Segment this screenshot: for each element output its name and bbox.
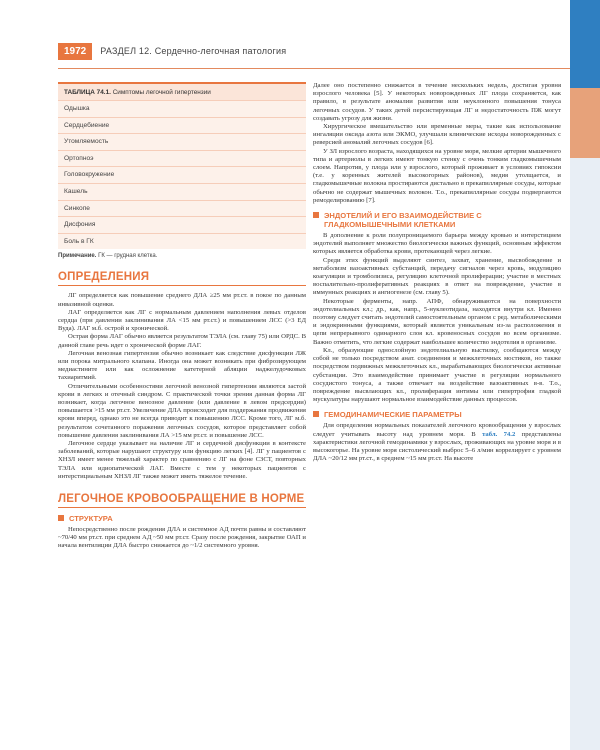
table-reference-link[interactable]: табл. 74.2 — [482, 430, 516, 438]
paragraph: Некоторые ферменты, напр. АПФ, обнаруживаются на поверхности эндотелиальных кл.; др., как, напр., 5-нуклеотидаза, находятся внутри кл. Именно поэтому следует считать эндотелий самостоятельным органом с ред. метаболическими и эндокринными функциями, который является уникальным из-за расположения в цепи непрерывного одинарного слоя кл. кровеносных сосудов во всем организме. Важно отметить, что легкие содержат наибольшее количество эндотелия в организме. — [313, 297, 561, 346]
paragraph: У ЗЛ взрослого возраста, находящихся на уровне моря, мелкие артерии мышечного типа и артериолы в легких имеют тонкую стенку с очень тонким гладкомышечным слоем. Напротив, у плода или у взрослого, который проживает в условиях гипоксии (т.е. у коренных жителей высокогорных районов), медия утолщается, и гладкомышечные волокна простираются дистально в прекапиллярные сосуды, которые обычно не содержат мышечных волокон. Т.о., прекапиллярные сосуды подвергаются ремоделированию [7]. — [313, 147, 561, 204]
left-column — [58, 82, 306, 551]
edge-tab-blue — [570, 0, 600, 88]
paragraph: В дополнение к роли полупроницаемого барьера между кровью и интерстицием эндотелий выполняет множество биологически важных функций, основным эффектом которых является обработка крови, протекающей через легкие. — [313, 232, 561, 256]
paragraph-hemodynamics — [313, 422, 561, 463]
paragraph: Непосредственно после рождения ДЛА и системное АД почти равны и составляют ~70/40 мм рт.ст. при среднем АД ~50 мм рт.ст. Сразу после рождения, закрытие ОАП и начала вентиляции ДЛА быстро снижается до ~1/2 системного уровня. — [58, 526, 306, 550]
table-row: Кашель — [58, 183, 306, 200]
table-row: Сердцебиение — [58, 117, 306, 134]
table-note — [58, 253, 306, 259]
paragraph: Легочная венозная гипертензия обычно возникает как следствие дисфункции ЛЖ или порока митрального клапана. Иногда она может возникать при фиброзирующем медиастините или как осложнение катетерной абляции наджелудочковых тахиаритмий. — [58, 349, 306, 382]
paragraph: Далее оно постепенно снижается в течение нескольких недель, достигая уровня взрослого человека [5]. У некоторых новорожденных ЛГ плода сохраняется, как правило, в результате аномалии развития или неуклонного повышения тонуса легочных сосудов. У таких детей персистирующая ЛГ и недостаточность ПЖ могут создавать угрозу для жизни. — [313, 82, 561, 122]
table-row: Дисфония — [58, 216, 306, 233]
header-rule — [58, 68, 570, 69]
paragraph: Легочное сердце указывает на наличие ЛГ и сердечной дисфункции в контексте заболеваний, которые нарушают структуру или функцию легких [4]. ЛГ у пациентов с ХНЗЛ имеет менее тяжелый характер по сравнению с ЛГ на фоне СЗСТ, повторных ТЭЛА или идиопатической ЛАГ. Вместе с тем у некоторых пациентов с интерстициальным ХНЗЛ ЛГ также может иметь тяжелое течение. — [58, 440, 306, 480]
paragraph: Хирургическое вмешательство или временные меры, такие как использование ингаляции оксида азота или ЭКМО, улучшали клинические исходы новорожденных с реверсией аномалий легочных сосудов [6]. — [313, 123, 561, 147]
subheading-text: ГЕМОДИНАМИЧЕСКИЕ ПАРАМЕТРЫ — [324, 410, 462, 420]
paragraph: Острая форма ЛАГ обычно является результатом ТЭЛА (см. главу 75) или ОРДС. В данной главе речь идет о хронической форме ЛАГ. — [58, 333, 306, 349]
paragraph: Кл., образующие однослойную эндотелиальную выстилку, сообщаются между собой не только посредством анат. соединения и межклеточных мостиков, но также посредством подвижных межклеточных кл., вырабатывающих биологически активные субстанции. Это взаимодействие принимает участие в регуляции нормального сосудистого тонуса, а также отвечает на воздействие вазоактивных в-в. Т.о., повреждение высвлающих кл., пролиферация интимы или гипертрофия гладкой мускулатуры нарушают нормальное взаимодействие данных процессов. — [313, 346, 561, 404]
heading-definitions: ОПРЕДЕЛЕНИЯ — [58, 271, 306, 286]
table-title: Симптомы легочной гипертензии — [112, 89, 211, 96]
paragraph: ЛГ определяется как повышение среднего ДЛА ≥25 мм рт.ст. в покое по данным инвазивной оценки. — [58, 292, 306, 308]
paragraph-text: представлены характеристики легочной гемодинамики у взрослых, проживающих на уровне моря и в высокогорье. На уровне моря систолический выброс 5–6 л/мин коррелирует с уровнем ДЛА ~20/12 мм рт.ст., в среднем ~15 мм рт.ст. На высоте — [313, 430, 561, 463]
subheading-text: СТРУКТУРА — [69, 514, 113, 524]
table-note-text: ГК — грудная клетка. — [98, 253, 158, 260]
subheading-text: ЭНДОТЕЛИЙ И ЕГО ВЗАИМОДЕЙСТВИЕ С ГЛАДКОМЫШЕЧНЫМИ КЛЕТКАМИ — [324, 211, 482, 230]
right-column — [313, 82, 561, 463]
table-row: Боль в ГК — [58, 233, 306, 250]
heading-normal-circulation: ЛЕГОЧНОЕ КРОВООБРАЩЕНИЕ В НОРМЕ — [58, 493, 306, 508]
paragraph: ЛАГ определяется как ЛГ с нормальным давлением наполнения левых отделов сердца (при давлении заклинивания ЛА <15 мм рт.ст.) и повышением ЛСС (>3 ЕД Вуда). ЛАГ м.б. острой и хронической. — [58, 308, 306, 333]
orange-square-bullet-icon — [313, 411, 319, 417]
subheading-hemodynamics — [313, 410, 561, 419]
subheading-endothelium — [313, 211, 561, 229]
edge-tab-orange — [570, 88, 600, 158]
table-row: Головокружение — [58, 166, 306, 183]
symptoms-table — [58, 82, 306, 249]
orange-square-bullet-icon — [313, 212, 319, 218]
table-caption — [58, 84, 306, 100]
table-row: Синкопе — [58, 200, 306, 217]
table-note-label: Примечание. — [58, 253, 97, 260]
running-header — [58, 40, 570, 62]
paragraph: Среди этих функций выделяют синтез, захват, хранение, высвобождение и метаболизм вазоактивных субстанций, передачу сигналов через кровь, модуляцию коагуляции и тромболизиса, регуляцию клеточной пролиферации; участие в местных воспалительно-пролиферативных реакциях в ответ на повреждение, участие в иммунных реакциях и ангиогенезе (см. главу 5). — [313, 256, 561, 297]
table-row: Одышка — [58, 100, 306, 117]
table-row: Утомляемость — [58, 133, 306, 150]
orange-square-bullet-icon — [58, 515, 64, 521]
paragraph-text: Для определения нормальных показателей легочного кровообращения у взрослых следует учитывать высоту над уровнем моря. В — [313, 422, 561, 438]
running-header-title: РАЗДЕЛ 12. Сердечно-легочная патология — [100, 46, 287, 56]
page-edge-band — [570, 0, 600, 750]
page-number: 1972 — [58, 43, 92, 60]
paragraph: Отличительными особенностями легочной венозной гипертензии являются застой крови в легких и отечный синдром. С практической точки зрения данная форма ЛГ возникает, когда легочное венозное давление (или давление в левом предсердии) повышается >15 мм рт.ст. Увеличение ДЛА происходит для поддержания продвижения крови вперед, однако это не всегда приводит к повышению ЛСС. Кроме того, ЛГ м.б. результатом сочетанного поражения легочных сосудов, которое представляет собой повышение давления заклинивания ЛА >15 мм рт.ст. и повышение ЛСС. — [58, 382, 306, 439]
subheading-structure — [58, 514, 306, 523]
table-row: Ортопноэ — [58, 150, 306, 167]
table-label: ТАБЛИЦА 74.1. — [64, 89, 111, 96]
